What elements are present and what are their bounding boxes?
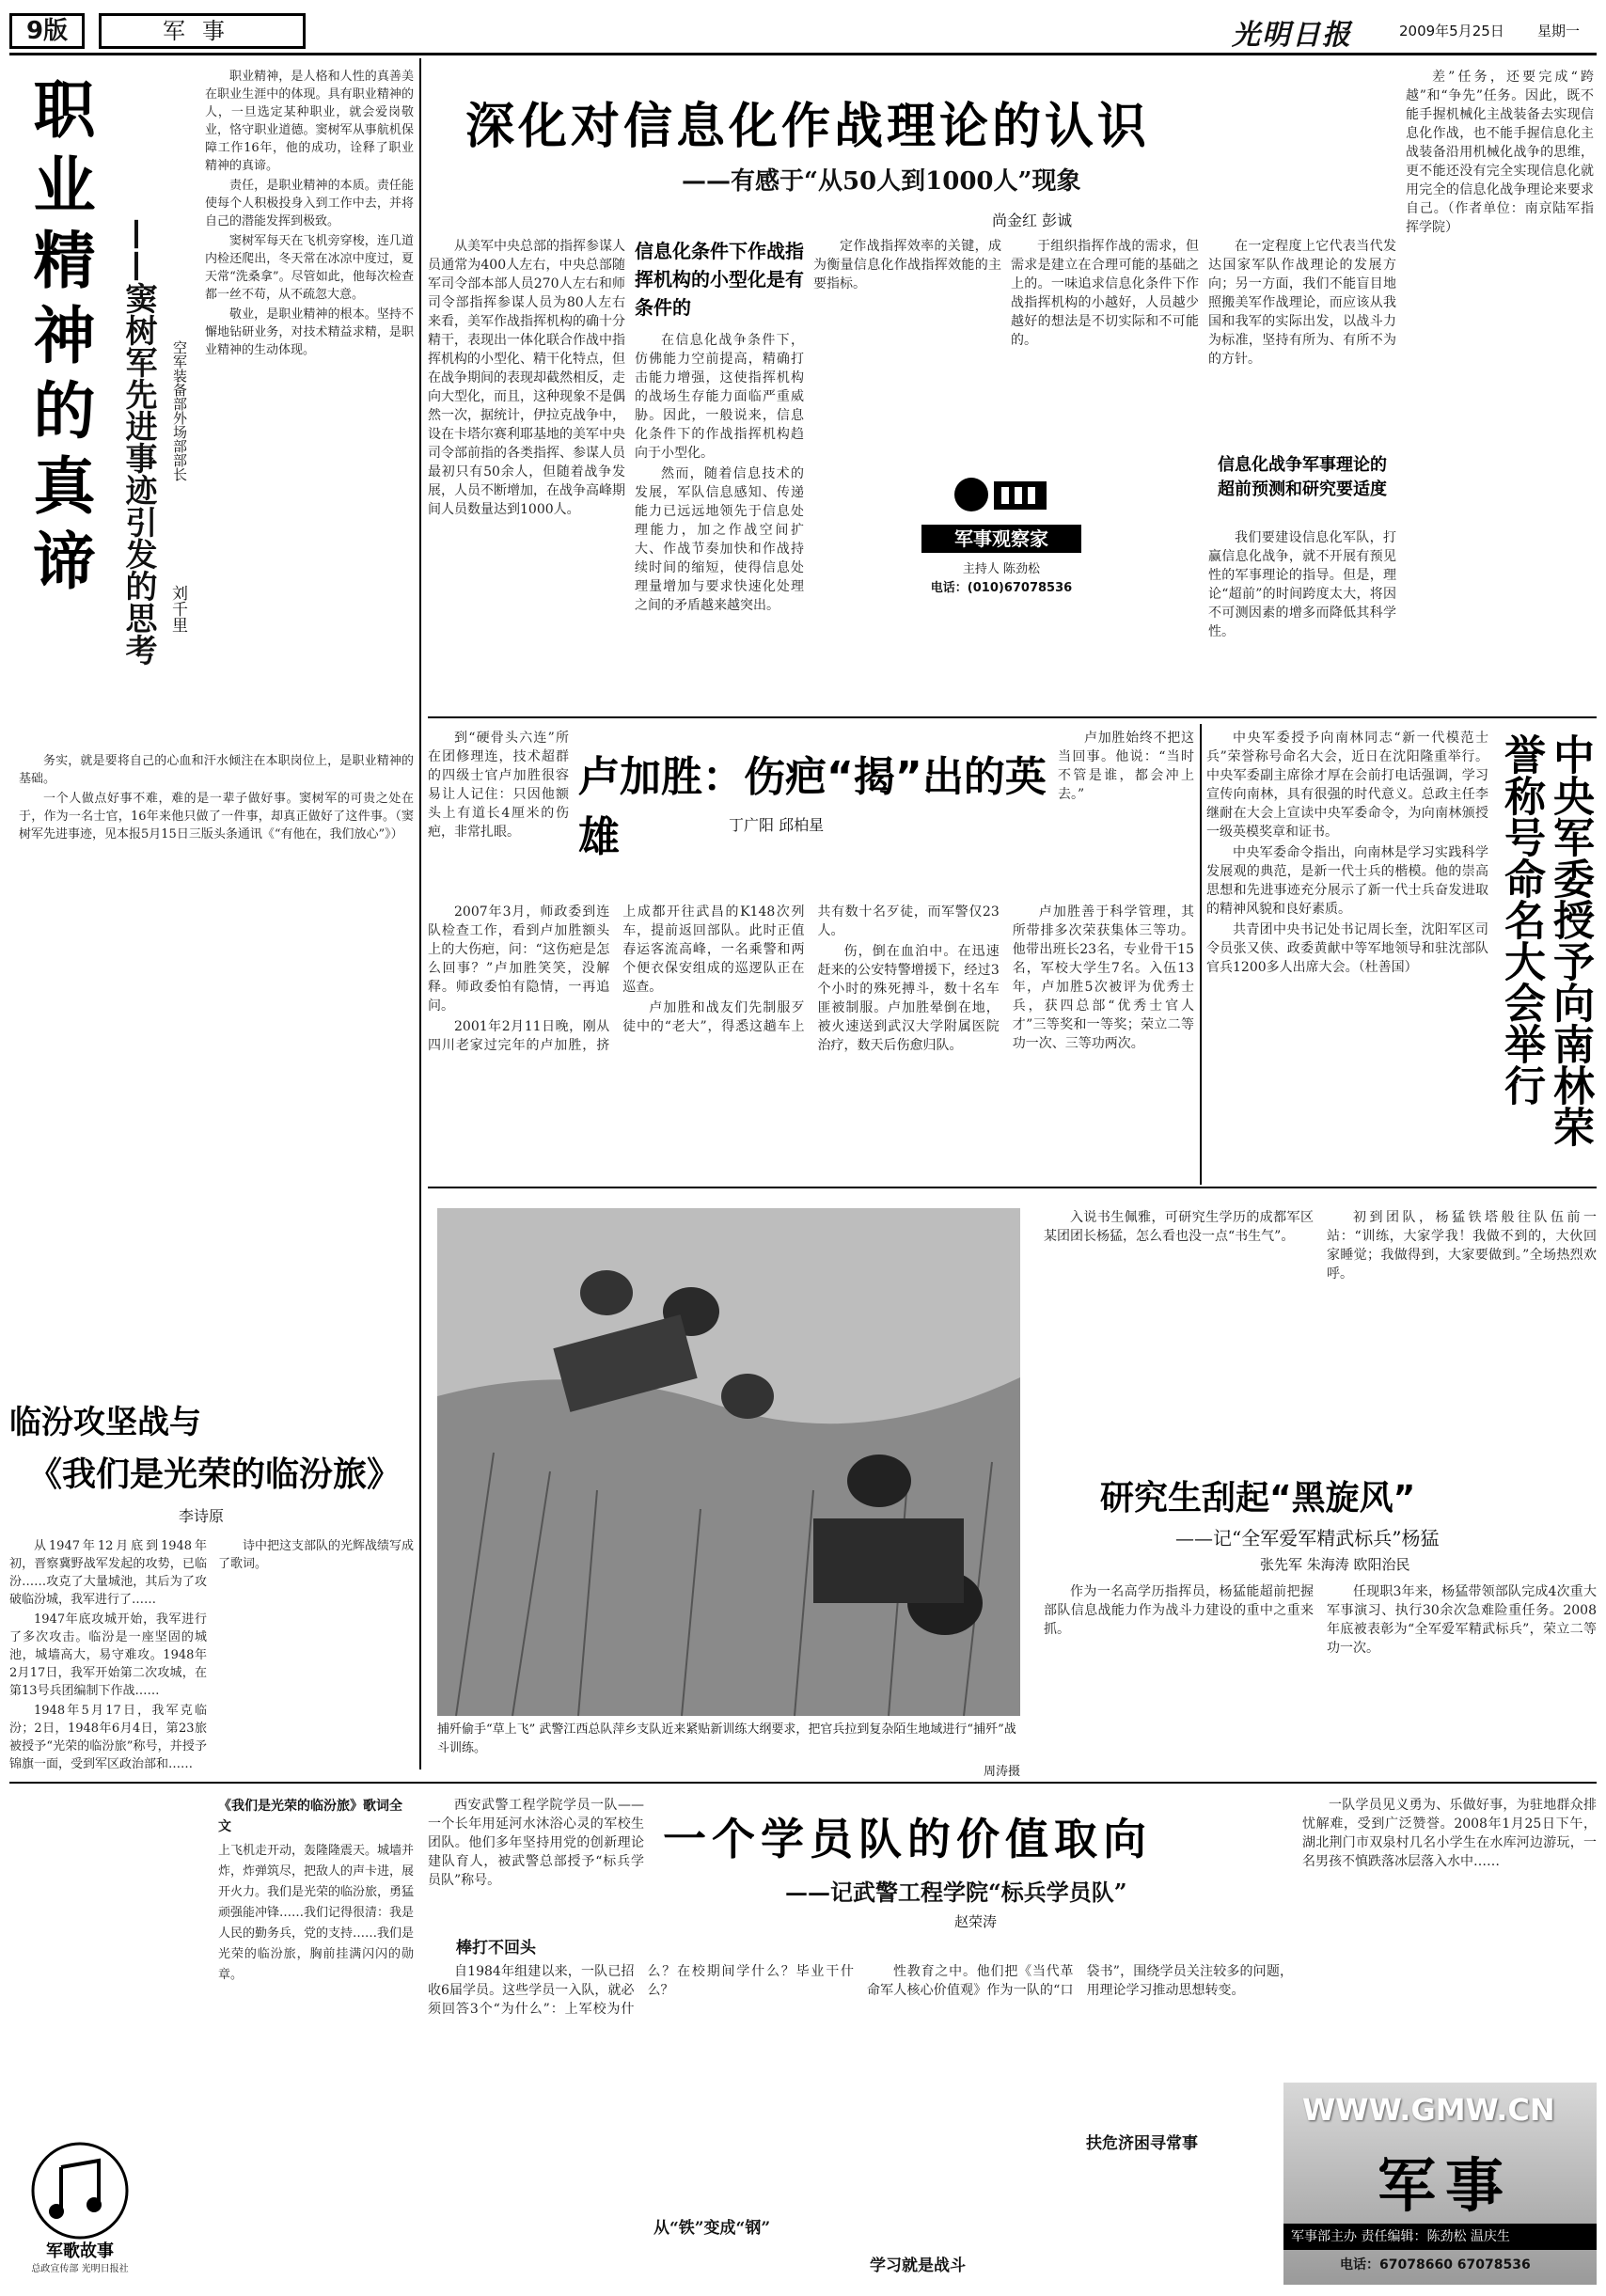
observer-phone: 电话：(010)67078536 [930, 581, 1073, 595]
banner-site: WWW.GMW.CN [1302, 2092, 1555, 2128]
paragraph: 在信息化战争条件下，仿佛能力空前提高，精确打击能力增强，这使指挥机构的战场生存能力面临严重威胁。因此，一般说来，信息化条件下的作战指挥机构趋向于小型化。 [635, 333, 804, 461]
paragraph: 共青团中央书记处书记周长奎，沈阳军区司令员张又侠、政委黄献中等军地领导和驻沈部队官兵1200多人出席大会。（杜善国） [1206, 922, 1488, 975]
paragraph: 责任，是职业精神的本质。责任能使每个人积极投身入到工作中去，并将自己的潜能发挥到极致。 [205, 179, 414, 228]
paragraph: 初到团队，杨猛铁塔般往队伍前一站：“训练，大家学我！我做不到的，大伙回家睡觉；我做得到，大家要做到。”全场热烈欢呼。 [1327, 1210, 1597, 1282]
article-body-bottom [1044, 1582, 1597, 1775]
banner-section-name: 军事 [1378, 2151, 1514, 2220]
article-authors: 尚金红 彭诚 [992, 212, 1073, 229]
article-intro [428, 729, 569, 898]
article-title: 研究生刮起“黑旋风” [1100, 1479, 1416, 1518]
article-authors: 张先军 朱海涛 欧阳治民 [1260, 1556, 1410, 1573]
paragraph: 性教育之中。他们把《当代革命军人核心价值观》作为一队的“口袋书”，围绕学员关注较多的问题，用理论学习推动思想转变。 [867, 1964, 1293, 1998]
logo-title: 军歌故事 [46, 2241, 114, 2261]
paragraph: 然而，随着信息技术的发展，军队信息感知、传递能力已远远地领先于信息处理能力，加之作战空间扩大、作战节奏加快和作战持续时间的缩短，使得信息处理量增加与要求快速化处理之间的矛盾越来越突出。 [635, 466, 804, 613]
section-label: 军事 [163, 18, 242, 44]
article-author: 李诗原 [179, 1507, 225, 1525]
observer-column-box [917, 463, 1086, 604]
photo-caption: 捕歼偷手“草上飞” 武警江西总队萍乡支队近来紧贴新训练大纲要求，把官兵拉到复杂陌生地域进行“捕歼”战斗训练。 [437, 1722, 1016, 1755]
article-title: 一个学员队的价值取向 [663, 1814, 1152, 1864]
article-info-warfare [428, 58, 1597, 716]
article-authors: 丁广阳 邱柏星 [729, 816, 825, 834]
article-subhead: 信息化战争军事理论的超前预测和研究要适度 [1218, 455, 1387, 499]
article-col-6 [1208, 528, 1396, 707]
paragraph: 于组织指挥作战的需求，但需求是建立在合理可能的基础之上的。一味追求信息化条件下作战指挥机构的小越好，人员越少越好的想法是不切实际和不可能的。 [1011, 239, 1199, 348]
banner-phone: 电话：67078660 67078536 [1340, 2257, 1531, 2272]
article-body-continued [19, 752, 414, 1382]
weekday: 星期一 [1537, 23, 1581, 39]
observer-logo-icon [945, 472, 1058, 519]
paragraph: 1947年底攻城开始，我军进行了多次攻击。临汾是一座坚固的城池，城墙高大，易守难攻。1948年2月17日，我军开始第二次攻城，在第13号兵团编制下作战…… [9, 1612, 207, 1698]
paragraph: 作为一名高学历指挥员，杨猛能超前把握部队信息战能力作为战斗力建设的重中之重来抓。 [1044, 1584, 1314, 1637]
article-body-top [1044, 1208, 1597, 1481]
section-banner [1283, 2083, 1597, 2285]
article-xiang-nanlin [1206, 724, 1597, 1185]
article-subhead: 信息化条件下作战指挥机构的小型化是有条件的 [635, 240, 804, 319]
article-col-5 [1208, 237, 1396, 444]
article-subtitle: ——窦树军先进事迹引发的思考 [119, 218, 157, 666]
paragraph: 卢加胜和战友们先制服歹徒中的“老大”，得悉这趟车上共有数十名歹徒，而军警仅23人。 [622, 904, 1000, 1034]
article-intro [428, 1796, 644, 1927]
author-org: 空军装备部外场部部长 [171, 340, 188, 481]
logo-subtitle: 总政宣传部 光明日报社 [31, 2264, 129, 2274]
article-col-right [1302, 1796, 1597, 2078]
lyrics-title: 《我们是光荣的临汾旅》歌词全文 [218, 1799, 402, 1834]
paragraph: 从美军中央总部的指挥参谋人员通常为400人左右，中央总部随军司令部本部人员270人左右和师司令部指挥参谋人员为80人左右来看，美军作战指挥机构的确十分精干，表现出一体化联合作战中指挥机构的小型化、精干化特点，但在战争期间的表现却截然相反，走向大型化，而且，这种现象不是偶然一次，据统计，伊拉克战争中，设在卡塔尔赛利耶基地的美军中央司令部前指的各类指挥、参谋人员最初只有50余人，但随着战争发展，人员不断增加，在战争高峰期间人员数量达到1000人。 [428, 239, 625, 517]
issue-date: 2009年5月25日 [1399, 23, 1504, 39]
paragraph: 到“硬骨头六连”所在团修理连，技术超群的四级士官卢加胜很容易让人记住：只因他额头上有道长4厘米的伤疤，非常扎眼。 [428, 731, 569, 840]
paragraph: 我们要建设信息化军队，打赢信息化战争，就不开展有预见性的军事理论的指导。但是，理论“超前”的时间跨度太大，将因不可测因素的增多而降低其科学性。 [1208, 530, 1396, 639]
article-lu-jiasheng [428, 724, 1194, 1185]
subhead: 从“铁”变成“钢” [653, 2214, 842, 2237]
paragraph: 2001年2月11日晚，刚从四川老家过完年的卢加胜，挤上成都开往武昌的K148次列车，提前返回部队。此时正值春运客流高峰，一名乘警和两个便衣保安组成的巡逻队正在巡查。 [428, 904, 805, 1053]
article-body [205, 68, 414, 829]
paragraph: 窦树军每天在飞机旁穿梭，连几道内检还爬出，冬天常在冰凉中度过，夏天常“洗桑拿”。尽管如此，他每次检查都一丝不苟，从不疏忽大意。 [205, 234, 414, 302]
paragraph: 自1984年组建以来，一队已招收6届学员。这些学员一入队，就必须回答3个“为什么”：上军校为什么？在校期间学什么？毕业干什么？ [428, 1964, 854, 2017]
article-subtitle: ——记武警工程学院“标兵学员队” [785, 1879, 1127, 1906]
article-professional-spirit [9, 58, 414, 839]
paragraph: 任现职3年来，杨猛带领部队完成4次重大军事演习、执行30余次急难险重任务。2008年底被表彰为“全军爱军精武标兵”，荣立二等功一次。 [1327, 1584, 1597, 1656]
page-header [9, 8, 1597, 55]
banner-editors: 军事部主办 责任编辑：陈劲松 温庆生 [1283, 2224, 1597, 2250]
paragraph: 西安武警工程学院学员一队——一个长年用延河水沐浴心灵的军校生团队。他们多年坚持用党的创新理论建队育人，被武警总部授予“标兵学员队”称号。 [428, 1798, 644, 1888]
paragraph: 务实，就是要将自己的心血和汗水倾注在本职岗位上，是职业精神的基础。 [19, 754, 414, 786]
article-body [1206, 729, 1488, 1180]
subhead: 扶危济困寻常事 [1086, 2130, 1255, 2152]
article-cadet-team [428, 1791, 1597, 2289]
masthead-logo: 光明日报 [1232, 19, 1352, 52]
observer-title: 军事观察家 [921, 525, 1081, 553]
army-song-logo [9, 2134, 150, 2275]
paragraph: 差”任务，还要完成“跨越”和“争先”任务。因此，既不能手握机械化主战装备去实现信息化作战，也不能手握信息化主战装备沿用机械化战争的思维，更不能还没有完全实现信息化就用完全的信息化战争理论来要求自己。（作者单位：南京陆军指挥学院） [1406, 70, 1594, 235]
paragraph: 2007年3月，师政委到连队检查工作，看到卢加胜额头上的大伤疤，问：“这伤疤是怎么回事？”卢加胜笑笑，没解释。师政委怕有隐情，一再追问。 [428, 904, 610, 1014]
article-col-right [1058, 729, 1194, 898]
paragraph: 从1947年12月底到1948年初，晋察冀野战军发起的攻势，已临汾……攻克了大量城池，其后为了攻破临汾城，我军进行了…… [9, 1539, 207, 1607]
article-title-line-1: 临汾攻坚战与 [9, 1404, 201, 1441]
article-linfen [9, 1382, 414, 2285]
article-col-2 [635, 331, 804, 707]
paragraph: 诗中把这支部队的光辉战绩写成了歌词。 [218, 1539, 415, 1571]
article-title: 卢加胜：伤疤“揭”出的英雄 [578, 753, 1047, 861]
section-label-box [99, 13, 306, 49]
article-title: 深化对信息化作战理论的认识 [465, 99, 1151, 155]
article-subtitle: ——记“全军爱军精武标兵”杨猛 [1175, 1527, 1440, 1549]
paragraph: 1948年5月17日，我军克临汾；2日，1948年6月4日，第23旅被授予“光荣的临汾旅”称号，并授予锦旗一面，受到军区政治部和…… [9, 1704, 207, 1771]
article-author: 赵荣涛 [954, 1913, 998, 1930]
paragraph: 卢加胜善于科学管理，其所带排多次荣获集体三等功。他带出班长23名，专业骨干15名，军校大学生7名。入伍13年，卢加胜5次被评为优秀士兵，获四总部“优秀士官人才”三等奖和一等奖；荣立二等功一次、三等功两次。 [1012, 904, 1194, 1051]
article-col-1 [428, 237, 625, 707]
paragraph: 在一定程度上它代表当代发达国家军队作战理论的发展方向；另一方面，我们不能盲目地照搬美军作战理论，而应该从我国和我军的实际出发，以战斗力为标准，坚持有所为、有所不为的方针。 [1208, 239, 1396, 367]
photo-credit: 周涛摄 [983, 1765, 1020, 1779]
training-photo-block [428, 1199, 1034, 1782]
article-columns [428, 903, 1194, 1180]
paragraph: 职业精神，是人格和人性的真善美在职业生涯中的体现。具有职业精神的人，一旦选定某种职业，就会爱岗敬业，恪守职业道德。窦树军从事航机保障工作16年，他的成功，诠释了职业精神的真谛。 [205, 70, 414, 173]
lyrics-text: 上飞机走开动，轰隆隆震天。城墙并炸，炸弹筑尽，把敌人的声卡进，展开火力。我们是光荣的临汾旅，勇猛顽强能冲锋……我们记得很清：我是人民的勤务兵，党的支持……我们是光荣的临汾旅，胸前挂满闪闪的勋章。 [218, 1844, 415, 1982]
paragraph: 敬业，是职业精神的根本。坚持不懈地钻研业务，对技术精益求精，是职业精神的生动体现。 [205, 307, 414, 357]
training-photo [437, 1208, 1020, 1716]
article-col-7 [1406, 68, 1594, 707]
author-name: 刘千里 [168, 585, 187, 633]
article-col-right [218, 1537, 414, 1782]
page-number: 9版 [9, 13, 85, 49]
observer-host: 主持人 陈劲松 [962, 562, 1041, 576]
paragraph: 一队学员见义勇为、乐做好事，为驻地群众排忧解难，受到广泛赞誉。2008年1月25日下午，湖北荆门市双泉村几名小学生在水库河边游玩，一名男孩不慎跌落冰层落入水中…… [1302, 1798, 1597, 1869]
paragraph: 定作战指挥效率的关键，成为衡量信息化作战指挥效能的主要指标。 [813, 239, 1001, 291]
article-title-line-2: 《我们是光荣的临汾旅》 [28, 1455, 402, 1494]
article-yang-meng [1044, 1199, 1597, 1782]
article-title: 职业精神的真谛 [23, 77, 95, 604]
paragraph: 入说书生佩雅，可研究生学历的成都军区某团团长杨猛，怎么看也没一点“书生气”。 [1044, 1210, 1314, 1244]
paragraph: 中央军委授予向南林同志“新一代模范士兵”荣誉称号命名大会，近日在沈阳隆重举行。中央军委副主席徐才厚在会前打电话强调，学习宣传向南林，具有很强的时代意义。总政主任李继耐在大会上宣读中央军委命令，为向南林颁授一级英模奖章和证书。 [1206, 731, 1488, 840]
paragraph: 中央军委命令指出，向南林是学习实践科学发展观的典范，是新一代士兵的楷模。他的崇高思想和先进事迹充分展示了新一代士兵奋发进取的精神风貌和良好素质。 [1206, 845, 1488, 917]
paragraph: 伤，倒在血泊中。在迅速赶来的公安特警增援下，经过3个小时的殊死搏斗，数十名车匪被制服。卢加胜晕倒在地，被火速送到武汉大学附属医院治疗，数天后伤愈归队。 [817, 944, 1000, 1053]
paragraph: 一个人做点好事不难，难的是一辈子做好事。窦树军的可贵之处在于，作为一名士官，16年来他只做了一件事，却真正做好了这件事。（窦树军先进事迹，见本报5月15日三版头条通讯《“有他在，我们放心”》） [19, 792, 414, 841]
paragraph: 卢加胜始终不把这当回事。他说：“当时不管是谁，都会冲上去。” [1058, 731, 1194, 802]
subhead: 学习就是战斗 [870, 2252, 1020, 2274]
article-columns [428, 1962, 1293, 2282]
article-title: 中央军委授予向南林荣誉称号命名大会举行 [1497, 733, 1594, 1147]
article-subtitle: ——有感于“从50人到1000人”现象 [682, 167, 1081, 196]
subhead: 棒打不回头 [456, 1939, 536, 1958]
